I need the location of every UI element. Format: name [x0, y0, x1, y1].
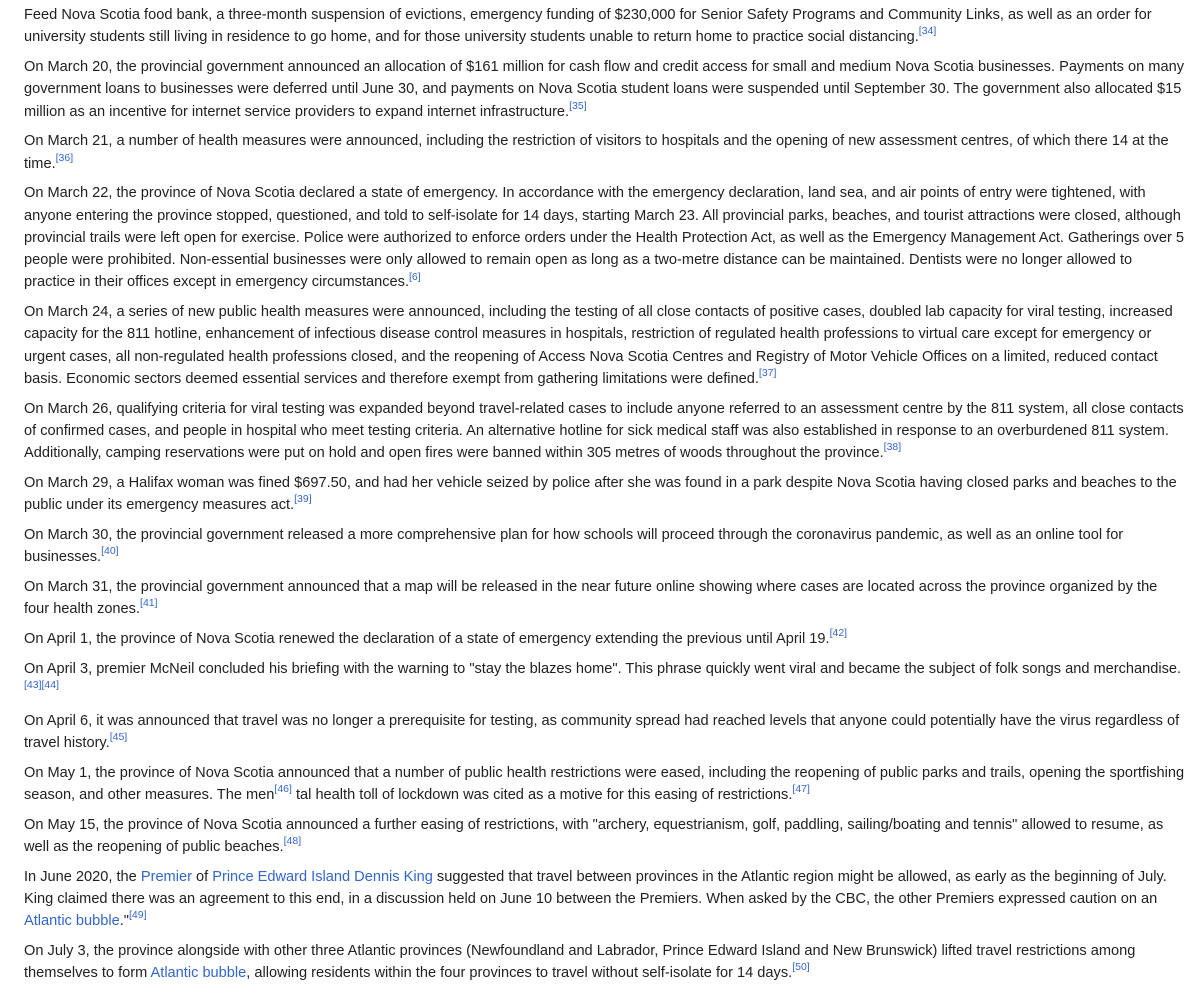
reference-link[interactable]: [50] [792, 961, 810, 974]
wiki-link[interactable]: Atlantic bubble [24, 913, 120, 930]
reference-link[interactable]: [38] [883, 441, 902, 454]
reference-link[interactable]: [40] [101, 545, 119, 558]
wiki-link[interactable]: Prince Edward Island Dennis King [212, 868, 433, 885]
paragraph-text: On May 1, the province of Nova Scotia announced that a number of public health restrictions were eased, including the reopening of public parks and trails, opening the sportfishing season, and other measures. The men [24, 764, 1185, 803]
paragraph-text: Feed Nova Scotia food bank, a three-month suspension of evictions, emergency funding of $230,000 for Senior Safety Programs and Community Links, as well as an order for university students still living in residence to go home, and for those university students unable to return home to practice social distancing. [24, 7, 1152, 46]
paragraph-text: On May 15, the province of Nova Scotia announced a further easing of restrictions, with "archery, equestrianism, golf, paddling, sailing/boating and tennis" allowed to resume, as well as the reopening of public beaches. [24, 816, 1164, 855]
reference-superscript [569, 100, 587, 112]
reference-superscript [110, 731, 128, 743]
paragraph [24, 710, 1186, 755]
paragraph [24, 56, 1186, 123]
reference-superscript [830, 627, 848, 639]
reference-superscript [792, 961, 810, 973]
reference-superscript [274, 783, 292, 795]
paragraph [24, 576, 1186, 621]
paragraph-text: tal health toll of lockdown was cited as a motive for this easing of restrictions. [291, 786, 793, 803]
reference-link[interactable]: [41] [140, 597, 158, 610]
paragraph [24, 814, 1186, 859]
paragraph [24, 301, 1186, 390]
reference-superscript [792, 783, 810, 795]
reference-superscript [140, 597, 158, 609]
paragraph [24, 866, 1186, 933]
reference-link[interactable]: [6] [409, 270, 421, 283]
reference-link[interactable]: [36] [55, 151, 74, 164]
reference-superscript [759, 367, 777, 379]
paragraph [24, 628, 1186, 650]
paragraph-text: On March 22, the province of Nova Scotia declared a state of emergency. In accordance with the emergency declaration, land sea, and air points of entry were tightened, with anyone entering the province stopped, questioned, and told to self-isolate for 14 days, starting March 23. All provincial parks, beaches, and tourist attractions were closed, although provincial trails were left open for exercise. Police were authorized to enforce orders under the Health Protection Act, as well as the Emergency Management Act. Gatherings over 5 people were prohibited. Non-essential businesses were only allowed to remain open as long as a two-metre distance can be maintained. Dentists were no longer allowed to practice in their offices except in emergency circumstances. [24, 185, 1184, 291]
reference-superscript [294, 493, 312, 505]
paragraph [24, 182, 1186, 293]
reference-superscript [42, 679, 60, 691]
paragraph [24, 130, 1186, 175]
reference-superscript [56, 152, 74, 164]
reference-link[interactable]: [47] [792, 783, 810, 796]
reference-superscript [919, 25, 937, 37]
paragraph-text: suggested that travel between provinces in the Atlantic region might be allowed, as early as the beginning of July. King claimed there was an agreement to this end, in a discussion held on June 10 between the Premiers. When asked by the CBC, the other Premiers expressed caution on an [24, 868, 1167, 907]
paragraph-text: On March 21, a number of health measures were announced, including the restriction of visitors to hospitals and the opening of new assessment centres, of which there 14 at the time. [24, 133, 1169, 172]
paragraph-text: On July 3, the province alongside with other three Atlantic provinces (Newfoundland and Labrador, Prince Edward Island and New Brunswick) lifted travel restrictions among themselves to form [24, 942, 1136, 982]
reference-superscript [101, 545, 119, 557]
reference-link[interactable]: [43] [24, 679, 42, 692]
reference-link[interactable]: [42] [829, 627, 848, 640]
paragraph-text: On April 1, the province of Nova Scotia renewed the declaration of a state of emergency extending the previous until April 19. [24, 630, 830, 647]
reference-superscript [284, 835, 302, 847]
reference-superscript [409, 271, 421, 283]
reference-link[interactable]: [37] [758, 367, 777, 380]
paragraph [24, 398, 1186, 465]
paragraph [24, 762, 1186, 807]
reference-link[interactable]: [44] [41, 679, 60, 692]
paragraph-text: ." [119, 913, 129, 930]
reference-link[interactable]: [48] [283, 835, 302, 848]
paragraph [24, 472, 1186, 517]
paragraph-text: In June 2020, the [24, 868, 141, 885]
paragraph-text: On March 30, the provincial government released a more comprehensive plan for how schools will proceed through the coronavirus pandemic, as well as an online tool for businesses. [24, 526, 1124, 566]
reference-link[interactable]: [46] [274, 783, 292, 796]
paragraph [24, 524, 1186, 569]
paragraph-text: On March 26, qualifying criteria for viral testing was expanded beyond travel-related cases to include anyone referred to an assessment centre by the 811 system, all close contacts of confirmed cases, and people in hospital who meet testing criteria. An alternative hotline for sick medical staff was also established in response to an overburdened 811 system. Additionally, camping reservations were put on hold and open fires were banned within 305 metres of woods throughout the province. [24, 400, 1184, 462]
article-body [24, 4, 1186, 992]
reference-link[interactable]: [35] [569, 99, 587, 112]
reference-superscript [884, 441, 902, 453]
reference-link[interactable]: [39] [294, 493, 312, 506]
paragraph-text: On April 6, it was announced that travel was no longer a prerequisite for testing, as community spread had reached levels that anyone could potentially have the virus regardless of travel history. [24, 712, 1180, 751]
paragraph-text: On March 20, the provincial government announced an allocation of $161 million for cash flow and credit access for small and medium Nova Scotia businesses. Payments on many government loans to businesses were deferred until June 30, and payments on Nova Scotia student loans were suspended until September 30. The government also allocated $15 million as an incentive for internet service providers to expand internet infrastructure. [24, 58, 1184, 120]
reference-link[interactable]: [45] [109, 731, 128, 744]
paragraph-text: On March 29, a Halifax woman was fined $697.50, and had her vehicle seized by police after she was found in a park despite Nova Scotia having closed parks and beaches to the public under its emergency measures act. [24, 474, 1177, 514]
paragraph-text: On April 3, premier McNeil concluded his briefing with the warning to "stay the blazes home". This phrase quickly went viral and became the subject of folk songs and merchandise. [24, 660, 1182, 677]
paragraph-text: On March 31, the provincial government announced that a map will be released in the near future online showing where cases are located across the province organized by the four health zones. [24, 578, 1158, 618]
paragraph [24, 658, 1186, 703]
reference-link[interactable]: [49] [129, 909, 147, 922]
wiki-link[interactable]: Premier [140, 868, 192, 885]
reference-superscript [24, 679, 42, 691]
paragraph [24, 4, 1186, 49]
reference-link[interactable]: [34] [918, 25, 937, 38]
paragraph [24, 940, 1186, 985]
paragraph-text: of [191, 868, 213, 885]
reference-superscript [129, 909, 147, 921]
wiki-link[interactable]: Atlantic bubble [150, 965, 247, 982]
paragraph-text: , allowing residents within the four provinces to travel without self-isolate for 14 days. [246, 965, 793, 982]
paragraph-text: On March 24, a series of new public health measures were announced, including the testing of all close contacts of positive cases, doubled lab capacity for viral testing, increased capacity for the 811 hotline, enhancement of infectious disease control measures in hospitals, restriction of regulated health professions to virtual care except for emergency or urgent cases, all non-regulated health professions closed, and the reopening of Access Nova Scotia Centres and Registry of Motor Vehicle Offices on a limited, reduced contact basis. Economic sectors deemed essential services and therefore exempt from gathering limitations were defined. [24, 304, 1173, 388]
